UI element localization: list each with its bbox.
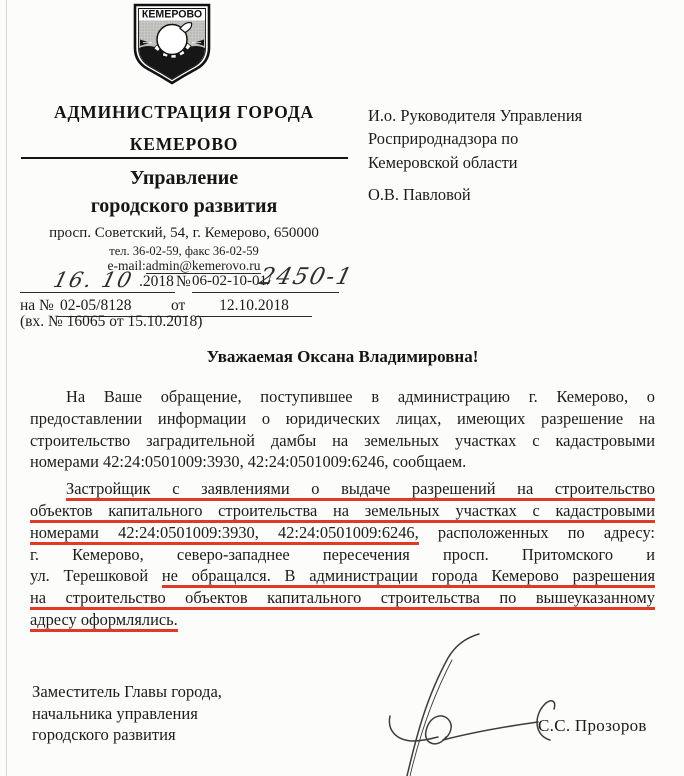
recipient-line2: Росприроднадзора по xyxy=(368,129,519,149)
reply-ref-prefix: на № xyxy=(20,297,54,314)
text-segment: предоставлении информации о юридических лицах, имеющих разрешение на xyxy=(30,408,655,428)
body-line xyxy=(30,565,655,587)
handwritten-signature-stroke xyxy=(360,618,684,776)
department-line2: городского развития xyxy=(90,195,278,217)
recipient-name: О.В. Павловой xyxy=(368,184,471,204)
body-paragraph-2 xyxy=(30,478,655,631)
recipient-line3: Кемеровской области xyxy=(368,152,518,172)
text-segment: номерами 42:24:0501009:3930, 42:24:0501009:6246, сообщаем. xyxy=(30,452,467,472)
body-line xyxy=(30,451,655,473)
red-underlined-text: на строительство объектов капитального строительства по вышеуказанному xyxy=(30,588,655,610)
emblem-label: КЕМЕРОВО xyxy=(141,8,203,21)
body-line xyxy=(30,587,655,609)
red-underlined-text: не обращался. В администрации города Кемерово разрешения xyxy=(162,566,655,588)
recipient-line1: И.о. Руководителя Управления xyxy=(368,106,583,125)
email-address: admin@kemerovo.ru xyxy=(145,258,261,273)
text-segment: расположенных по адресу: xyxy=(418,522,655,542)
phone-fax-line: тел. 36-02-59, факс 36-02-59 xyxy=(109,244,259,258)
letter-body xyxy=(30,386,655,631)
red-underlined-text: Застройщик с заявлениями о выдаче разрешений на строительство xyxy=(66,479,655,501)
scan-edge-artifact xyxy=(6,0,7,776)
red-underlined-text: объектов капитального строительства на земельных участках с кадастровыми xyxy=(30,501,655,523)
reply-ref-number: 02-05/8128 xyxy=(57,297,188,317)
body-line xyxy=(30,408,655,430)
date-blank-line xyxy=(20,292,138,293)
reply-ref-ot: от xyxy=(171,297,186,314)
handwritten-date: 16. 10 xyxy=(51,268,136,292)
text-segment: ул. Терешковой xyxy=(30,566,162,586)
signature-title-line3: городского развития xyxy=(32,725,176,745)
recipient-block xyxy=(368,104,668,206)
reply-ref-date: 12.10.2018 xyxy=(196,297,312,317)
red-underlined-text: номерами 42:24:0501009:3930, 42:24:0501009:6246, xyxy=(30,523,419,545)
org-name-line2: КЕМЕРОВО xyxy=(129,134,239,154)
body-line xyxy=(30,522,655,544)
org-name-line1: АДМИНИСТРАЦИЯ ГОРОДА xyxy=(54,102,314,122)
text-segment: г. Кемерово, северо-западнее пересечения просп. Притомского и xyxy=(30,544,655,564)
body-line xyxy=(30,544,655,566)
printed-year: .2018 xyxy=(138,273,175,293)
signature-name: С.С. Прозоров xyxy=(538,716,647,735)
letterhead-divider-rule xyxy=(21,157,348,159)
body-paragraph-1 xyxy=(30,386,655,473)
incoming-reference: (вх. № 16065 от 15.10.2018) xyxy=(20,313,203,330)
kemerovo-coat-of-arms-icon xyxy=(130,2,214,86)
signature-title-block xyxy=(32,681,222,746)
handwritten-outgoing-number: 2450-1 xyxy=(256,264,357,290)
body-line xyxy=(30,500,655,522)
postal-address: просп. Советский, 54, г. Кемерово, 650000 xyxy=(49,225,319,241)
email-prefix: e-mail: xyxy=(107,258,146,273)
red-underlined-text: адресу оформлялись. xyxy=(30,610,178,632)
body-line xyxy=(30,430,655,452)
body-line xyxy=(30,478,655,500)
body-line xyxy=(30,386,655,408)
outgoing-number-prefix: 06-02-10-01/ xyxy=(192,273,339,293)
number-sign: № xyxy=(176,273,191,290)
salutation: Уважаемая Оксана Владимировна! xyxy=(206,347,479,366)
text-segment: На Ваше обращение, поступившее в администрацию г. Кемерово, о xyxy=(66,387,655,406)
text-segment: строительство заградительной дамбы на земельных участках с кадастровыми xyxy=(30,430,655,450)
signature-title-line2: начальника управления xyxy=(32,703,198,723)
department-line1: Управление xyxy=(129,167,239,189)
signature-title-line1: Заместитель Главы города, xyxy=(32,682,222,701)
